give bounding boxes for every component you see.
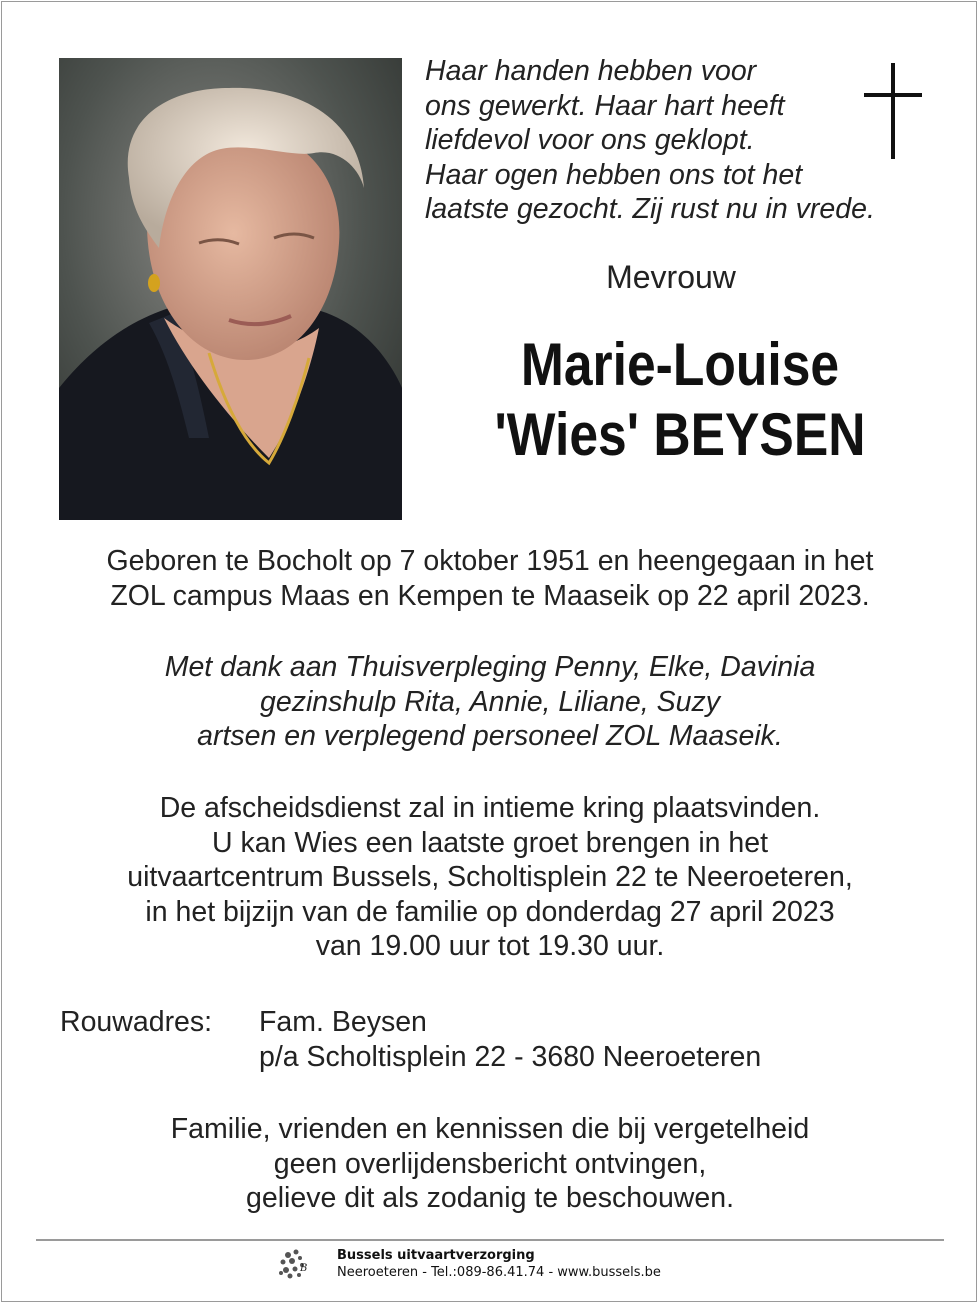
funeral-home-contact: Neeroeteren - Tel.:089-86.41.74 - www.bussels.be bbox=[337, 1265, 661, 1280]
text-line: De afscheidsdienst zal in intieme kring plaatsvinden. bbox=[159, 792, 821, 824]
cross-icon bbox=[864, 63, 922, 159]
poem-line: Haar handen hebben voor bbox=[425, 55, 757, 87]
portrait-photo bbox=[59, 58, 402, 520]
acknowledgements bbox=[40, 650, 940, 754]
text-line: gezinshulp Rita, Annie, Liliane, Suzy bbox=[260, 685, 720, 718]
honorific: Mevrouw bbox=[606, 259, 736, 295]
farewell-service-info bbox=[40, 791, 940, 964]
text-line: ZOL campus Maas en Kempen te Maaseik op 22 april 2023. bbox=[110, 579, 870, 612]
footer-divider bbox=[36, 1239, 944, 1241]
text-line: uitvaartcentrum Bussels, Scholtisplein 22 te Neeroeteren, bbox=[127, 861, 853, 893]
address-line: Fam. Beysen bbox=[259, 1006, 427, 1038]
bussels-logo bbox=[276, 1247, 328, 1281]
funeral-home-name: Bussels uitvaartverzorging bbox=[337, 1248, 535, 1263]
text-line: Geboren te Bocholt op 7 oktober 1951 en heengegaan in het bbox=[106, 545, 874, 577]
text-line: Met dank aan Thuisverpleging Penny, Elke, Davinia bbox=[164, 651, 816, 683]
text-line: van 19.00 uur tot 19.30 uur. bbox=[315, 930, 665, 962]
text-line: in het bijzijn van de familie op donderdag 27 april 2023 bbox=[145, 895, 835, 928]
poem-line: liefdevol voor ons geklopt. bbox=[425, 124, 755, 156]
name-first-line: Marie-Louise bbox=[520, 331, 840, 398]
birth-death-statement bbox=[40, 544, 940, 613]
svg-text:B: B bbox=[300, 1263, 308, 1274]
name-second-line: 'Wies' BEYSEN bbox=[494, 401, 866, 468]
poem-line: Haar ogen hebben ons tot het bbox=[425, 158, 803, 191]
text-line: Familie, vrienden en kennissen die bij vergetelheid bbox=[170, 1113, 810, 1145]
address-label: Rouwadres: bbox=[60, 1006, 213, 1038]
poem-line: ons gewerkt. Haar hart heeft bbox=[425, 89, 785, 122]
text-line: U kan Wies een laatste groet brengen in het bbox=[211, 826, 769, 859]
poem-line: laatste gezocht. Zij rust nu in vrede. bbox=[425, 193, 875, 225]
closing-note bbox=[40, 1112, 940, 1216]
text-line: gelieve dit als zodanig te beschouwen. bbox=[246, 1182, 734, 1214]
text-line: artsen en verplegend personeel ZOL Maaseik. bbox=[197, 720, 783, 752]
text-line: geen overlijdensbericht ontvingen, bbox=[273, 1147, 707, 1180]
poem bbox=[425, 54, 925, 227]
deceased-name bbox=[474, 330, 887, 470]
footer bbox=[337, 1247, 661, 1281]
address-line: p/a Scholtisplein 22 - 3680 Neeroeteren bbox=[259, 1041, 762, 1073]
